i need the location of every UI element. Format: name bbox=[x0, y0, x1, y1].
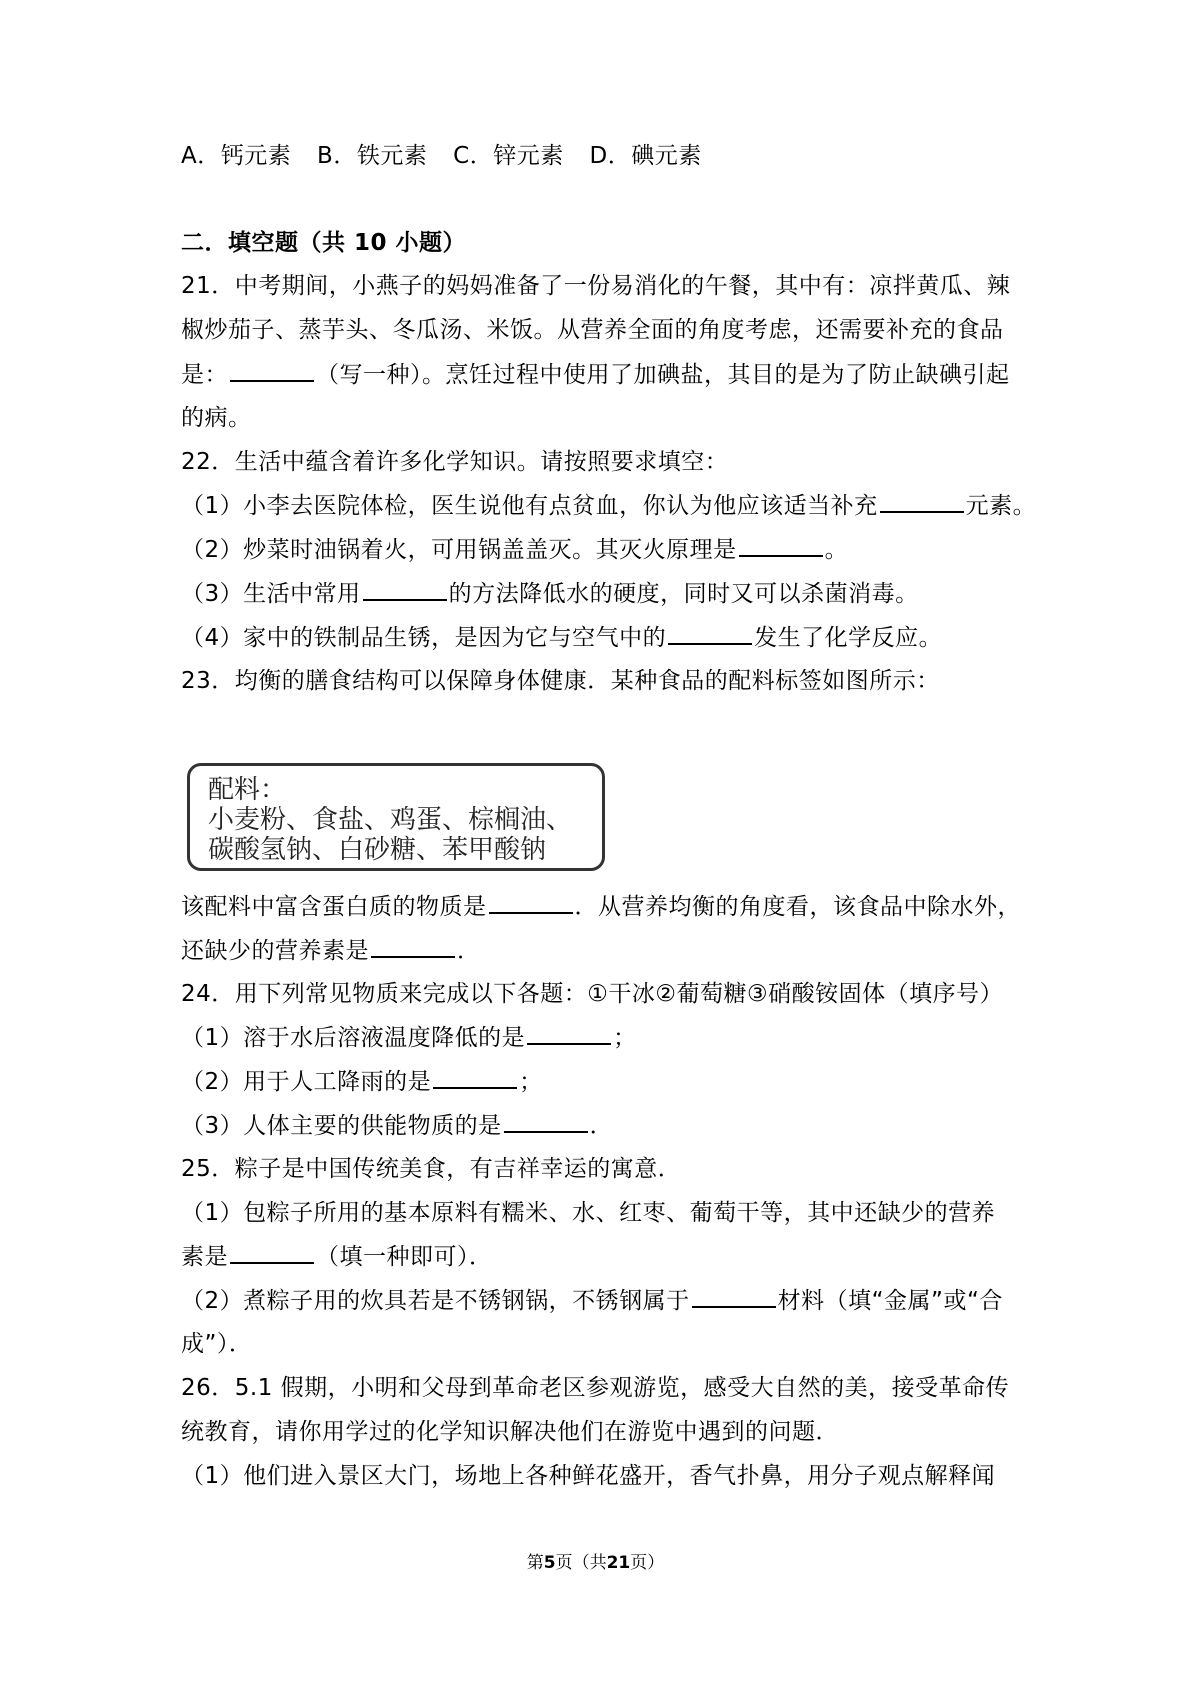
answer-blank bbox=[739, 533, 823, 557]
q26-line1: 26．5.1 假期，小明和父母到革命老区参观游览，感受大自然的美，接受革命传 bbox=[181, 1375, 1010, 1401]
label-title: 配料： bbox=[208, 775, 287, 805]
q21-line4: 的病。 bbox=[181, 405, 252, 431]
q21-line3 bbox=[181, 358, 1021, 391]
q24-part1-pre: （1）溶于水后溶液温度降低的是 bbox=[181, 1025, 526, 1051]
q24-part3-pre: （3）人体主要的供能物质的是 bbox=[181, 1113, 502, 1139]
q25-part1-line1: （1）包粽子所用的基本原料有糯米、水、红枣、葡萄干等，其中还缺少的营养 bbox=[181, 1200, 996, 1226]
q25-p2-pre: （2）煮粽子用的炊具若是不锈钢锅，不锈钢属于 bbox=[181, 1288, 690, 1314]
q24-part3 bbox=[181, 1109, 1021, 1142]
q24-part1-post: ； bbox=[613, 1025, 637, 1051]
q25-p1-post: （填一种即可）． bbox=[316, 1244, 493, 1270]
answer-blank bbox=[527, 1021, 611, 1045]
section-heading: 二．填空题（共 10 小题） bbox=[181, 230, 467, 256]
q22-part2-post: 。 bbox=[824, 537, 849, 563]
answer-blank bbox=[489, 890, 573, 914]
q23-stem: 23．均衡的膳食结构可以保障身体健康．某种食品的配料标签如图所示： bbox=[181, 668, 940, 694]
answer-blank bbox=[433, 1065, 517, 1089]
options-line bbox=[181, 140, 1021, 172]
answer-blank bbox=[230, 1240, 314, 1264]
q22-part4-pre: （4）家中的铁制品生锈，是因为它与空气中的 bbox=[181, 625, 667, 651]
answer-blank bbox=[668, 621, 752, 645]
q23-q1-pre: 该配料中富含蛋白质的物质是 bbox=[181, 894, 487, 920]
q22-part4-post: 发生了化学反应。 bbox=[754, 625, 943, 651]
q23-q2-pre: 还缺少的营养素是 bbox=[181, 938, 369, 964]
answer-blank bbox=[230, 358, 314, 382]
q24-part1 bbox=[181, 1021, 1021, 1054]
q22-part3-pre: （3）生活中常用 bbox=[181, 581, 361, 607]
q23-q2-post: ． bbox=[457, 938, 481, 964]
q24-part2-pre: （2）用于人工降雨的是 bbox=[181, 1069, 432, 1095]
answer-blank bbox=[371, 934, 455, 958]
answer-blank bbox=[363, 577, 447, 601]
q21-line3-post: （写一种）。烹饪过程中使用了加碘盐，其目的是为了防止缺碘引起 bbox=[316, 362, 1010, 388]
q22-part1-pre: （1）小李去医院体检，医生说他有点贫血，你认为他应该适当补充 bbox=[181, 493, 878, 519]
q25-part1-line2 bbox=[181, 1240, 1021, 1273]
q25-p2-post: 材料（填“金属”或“合 bbox=[777, 1288, 1003, 1314]
page-footer bbox=[0, 1548, 1191, 1573]
q22-stem: 22．生活中蕴含着许多化学知识。请按照要求填空： bbox=[181, 449, 729, 475]
footer-total-pages: 21 bbox=[606, 1553, 631, 1573]
answer-blank bbox=[692, 1284, 776, 1308]
q21-line1: 21．中考期间，小燕子的妈妈准备了一份易消化的午餐，其中有：凉拌黄瓜、辣 bbox=[181, 273, 1011, 299]
q23-question-line1 bbox=[181, 890, 1021, 923]
q26-line3: （1）他们进入景区大门，场地上各种鲜花盛开，香气扑鼻，用分子观点解释闻 bbox=[181, 1463, 996, 1489]
q22-part2 bbox=[181, 533, 1021, 566]
footer-mid: 页（共 bbox=[555, 1553, 607, 1573]
q25-stem: 25．粽子是中国传统美食，有吉祥幸运的寓意． bbox=[181, 1156, 682, 1182]
q23-question-line2 bbox=[181, 934, 1021, 967]
q24-stem: 24．用下列常见物质来完成以下各题：①干冰②葡萄糖③硝酸铵固体（填序号） bbox=[181, 981, 1004, 1007]
q25-part2-line1 bbox=[181, 1284, 1021, 1317]
q25-p1-pre: 素是 bbox=[181, 1244, 228, 1270]
footer-post: 页） bbox=[630, 1553, 665, 1573]
footer-pre: 第 bbox=[526, 1553, 544, 1573]
q22-part1 bbox=[181, 489, 1037, 522]
q22-part2-pre: （2）炒菜时油锅着火，可用锅盖盖灭。其灭火原理是 bbox=[181, 537, 737, 563]
q25-part2-line2: 成”）． bbox=[181, 1331, 253, 1357]
ingredient-label-figure bbox=[187, 763, 605, 871]
q22-part1-post: 元素。 bbox=[965, 493, 1037, 519]
q24-part3-post: ． bbox=[589, 1113, 614, 1139]
q23-q1-post: ．从营养均衡的角度看，该食品中除水外， bbox=[574, 894, 1021, 920]
q22-part4 bbox=[181, 621, 1021, 654]
q22-part3 bbox=[181, 577, 1021, 610]
option-d: D．碘元素 bbox=[589, 143, 702, 169]
q24-part2-post: ； bbox=[519, 1069, 543, 1095]
option-c: C．锌元素 bbox=[453, 143, 564, 169]
footer-page-number: 5 bbox=[543, 1553, 556, 1573]
q22-part3-post: 的方法降低水的硬度，同时又可以杀菌消毒。 bbox=[448, 581, 919, 607]
q21-line2: 椒炒茄子、蒸芋头、冬瓜汤、米饭。从营养全面的角度考虑，还需要补充的食品 bbox=[181, 317, 1004, 343]
q26-line2: 统教育，请你用学过的化学知识解决他们在游览中遇到的问题． bbox=[181, 1419, 839, 1445]
option-a: A．钙元素 bbox=[181, 143, 292, 169]
label-line2: 碳酸氢钠、白砂糖、苯甲酸钠 bbox=[208, 835, 547, 865]
answer-blank bbox=[880, 489, 964, 513]
option-b: B．铁元素 bbox=[317, 143, 428, 169]
q21-line3-pre: 是： bbox=[181, 362, 228, 388]
label-line1: 小麦粉、食盐、鸡蛋、棕榈油、 bbox=[208, 805, 573, 835]
q24-part2 bbox=[181, 1065, 1021, 1098]
answer-blank bbox=[504, 1109, 588, 1133]
